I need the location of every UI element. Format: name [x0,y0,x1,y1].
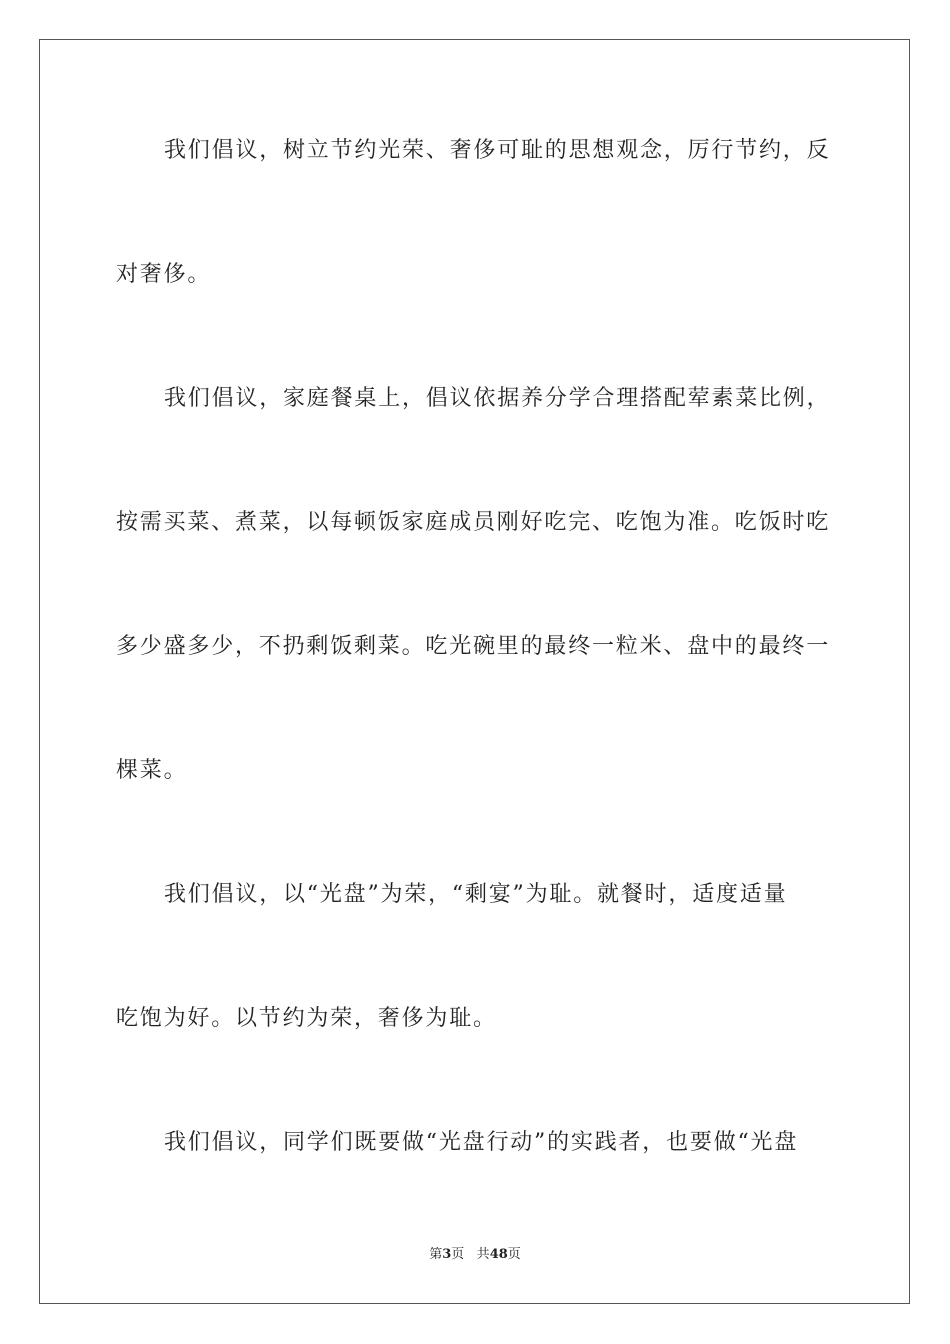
footer-prefix: 第 [429,1247,443,1262]
paragraph-3-line-1: 我们倡议，以“光盘”为荣，“剩宴”为耻。就餐时，适度适量 [164,882,788,907]
paragraph-2-line-4: 棵菜。 [116,758,188,783]
footer-total-prefix: 共 [476,1247,490,1262]
paragraph-2-line-3: 多少盛多少，不扔剩饭剩菜。吃光碗里的最终一粒米、盘中的最终一 [116,634,831,659]
paragraph-2-line-2: 按需买菜、煮菜，以每顿饭家庭成员刚好吃完、吃饱为准。吃饭时吃 [116,510,831,535]
page-border [39,39,910,1304]
paragraph-1-line-1: 我们倡议，树立节约光荣、奢侈可耻的思想观念，厉行节约，反 [164,138,831,163]
paragraph-1-line-2: 对奢侈。 [116,262,212,287]
paragraph-4-line-1: 我们倡议，同学们既要做“光盘行动”的实践者，也要做“光盘 [164,1130,799,1155]
paragraph-2-line-1: 我们倡议，家庭餐桌上，倡议依据养分学合理搭配荤素菜比例， [164,386,831,411]
page-footer [0,1245,950,1265]
footer-page-unit: 页 [451,1247,465,1262]
footer-total-unit: 页 [507,1247,521,1262]
footer-total-pages: 48 [489,1247,508,1262]
paragraph-3-line-2: 吃饱为好。以节约为荣，奢侈为耻。 [116,1006,497,1031]
footer-page-number: 3 [442,1247,452,1262]
